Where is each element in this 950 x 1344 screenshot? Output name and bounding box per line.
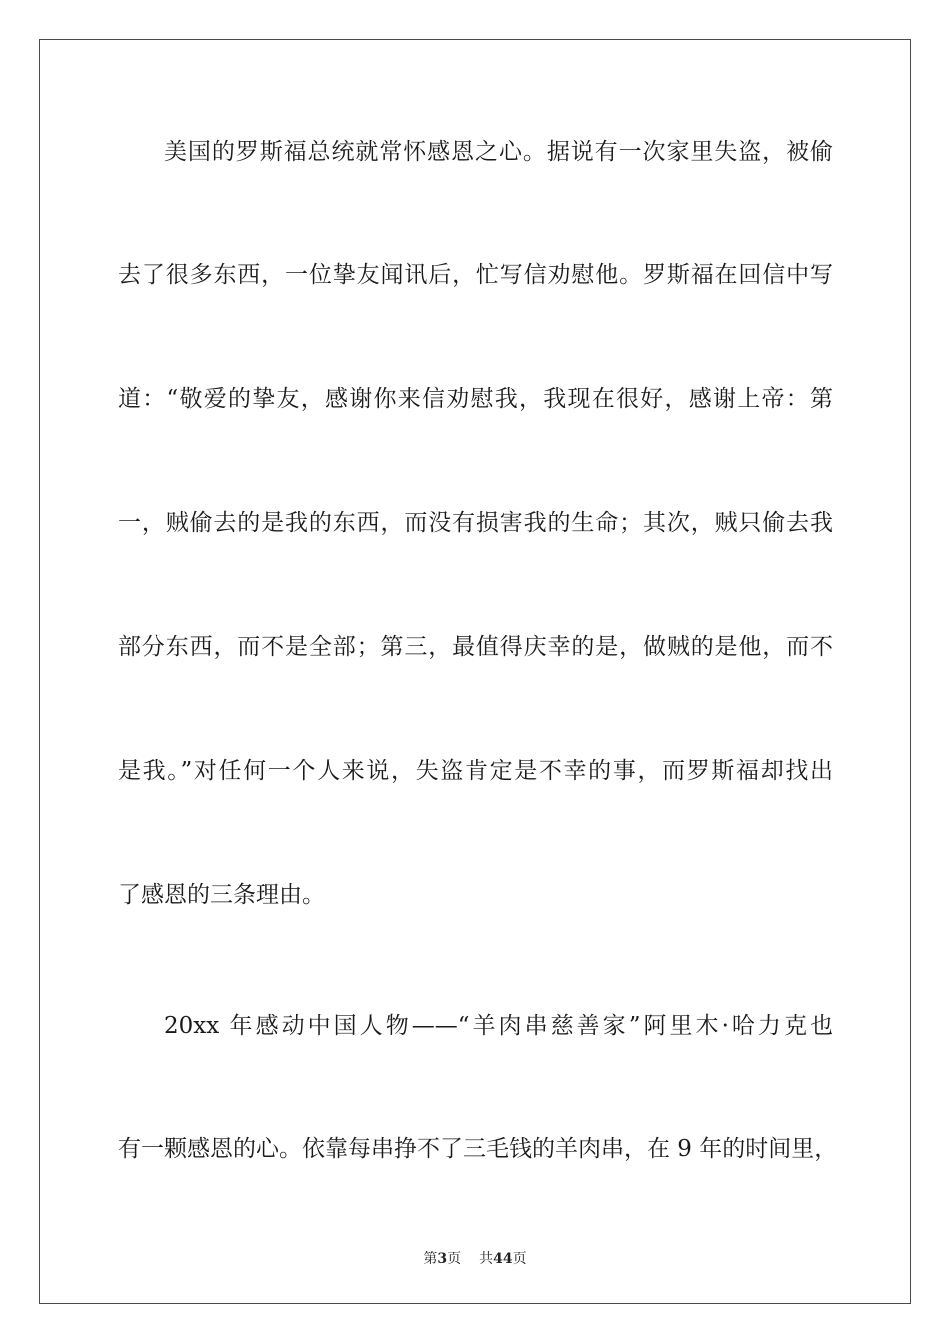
paragraph-1-line-7: 了感恩的三条理由。	[118, 882, 325, 908]
paragraph-2-line-1: 20xx 年感动中国人物——“羊肉串慈善家”阿里木·哈力克也	[164, 1013, 833, 1039]
page-footer	[0, 1248, 950, 1268]
paragraph-1-line-2: 去了很多东西，一位挚友闻讯后，忙写信劝慰他。罗斯福在回信中写	[118, 262, 833, 288]
total-suffix: 页	[512, 1251, 527, 1267]
paragraph-1-line-4: 一，贼偷去的是我的东西，而没有损害我的生命；其次，贼只偷去我	[118, 510, 833, 536]
paragraph-1-line-1: 美国的罗斯福总统就常怀感恩之心。据说有一次家里失盗，被偷	[164, 139, 833, 165]
paragraph-1-line-6: 是我。”对任何一个人来说，失盗肯定是不幸的事，而罗斯福却找出	[118, 758, 833, 784]
total-page-count: 44	[493, 1251, 513, 1267]
current-page-number: 3	[437, 1251, 448, 1267]
page-prefix: 第	[423, 1251, 438, 1267]
paragraph-1-line-5: 部分东西，而不是全部；第三，最值得庆幸的是，做贼的是他，而不	[118, 634, 833, 660]
paragraph-2-line-2: 有一颗感恩的心。依靠每串挣不了三毛钱的羊肉串，在 9 年的时间里，	[118, 1136, 838, 1162]
paragraph-1-line-3: 道：“敬爱的挚友，感谢你来信劝慰我，我现在很好，感谢上帝：第	[118, 386, 833, 412]
page-border	[39, 39, 911, 1304]
page-suffix: 页	[447, 1251, 462, 1267]
total-prefix: 共	[479, 1251, 494, 1267]
